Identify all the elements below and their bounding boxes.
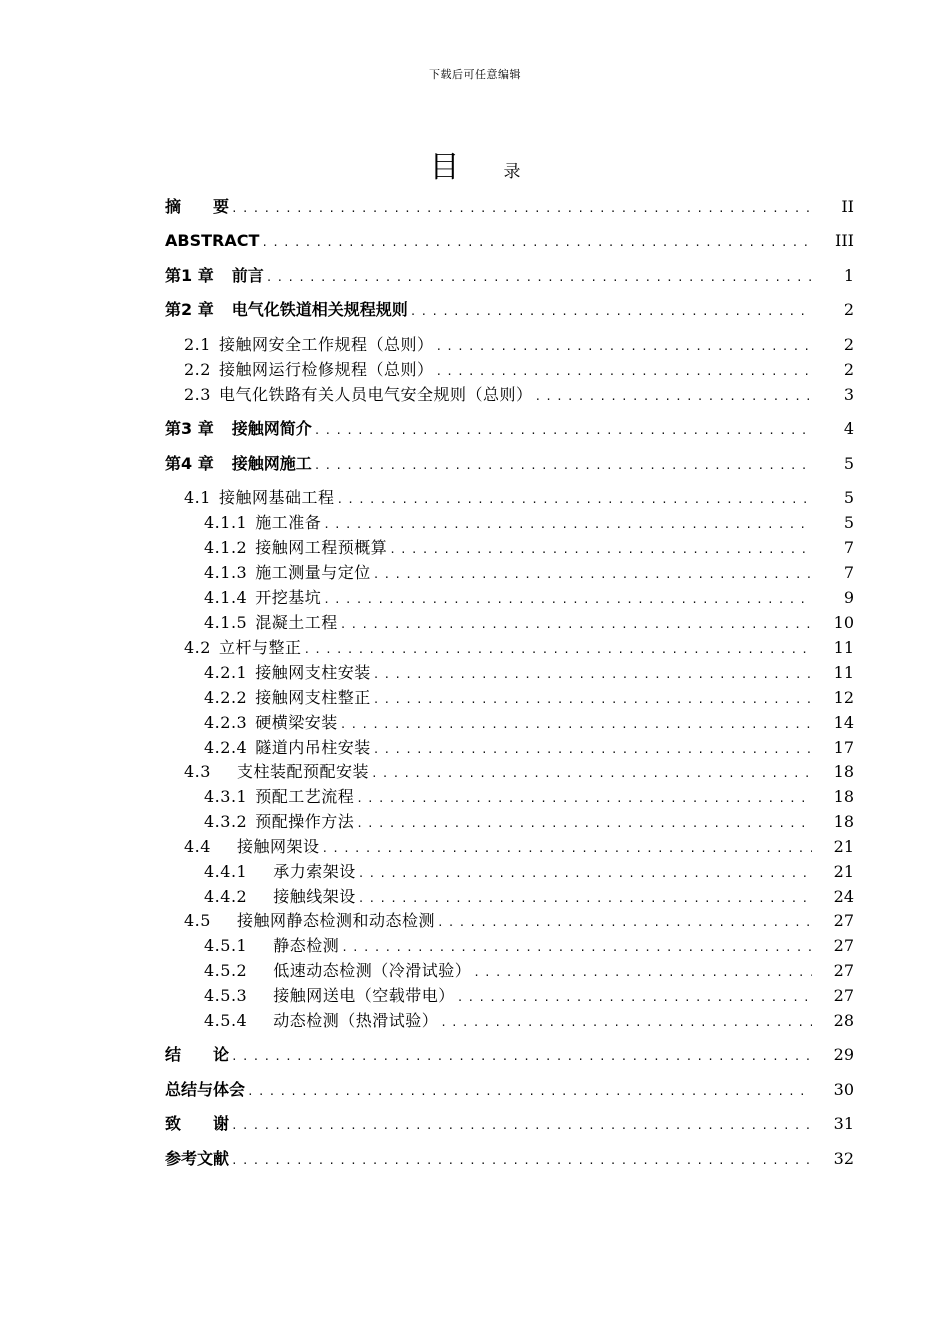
toc-entry-text: 预配操作方法 xyxy=(255,812,355,831)
toc-entry-number: 4.2.4 xyxy=(204,738,248,757)
toc-entry-text: 混凝土工程 xyxy=(255,613,338,632)
toc-entry[interactable] xyxy=(0,762,950,784)
toc-leader-dots xyxy=(336,490,812,510)
toc-leader-dots xyxy=(340,615,812,635)
toc-entry[interactable] xyxy=(0,1149,950,1171)
toc-entry[interactable] xyxy=(0,936,950,958)
toc-entry-label xyxy=(165,454,314,474)
toc-entry-page: 17 xyxy=(833,738,854,757)
toc-entry[interactable] xyxy=(0,663,950,685)
toc-entry[interactable] xyxy=(0,360,950,382)
page-header: 下载后可任意编辑 xyxy=(429,68,521,81)
toc-entry-text: 接触网工程预概算 xyxy=(255,538,388,557)
toc-leader-dots xyxy=(371,764,812,784)
toc-leader-dots xyxy=(389,540,812,560)
toc-leader-dots xyxy=(534,387,812,407)
toc-leader-dots xyxy=(231,1047,812,1067)
toc-entry-number: 4.5.4 xyxy=(204,1011,248,1030)
toc-entry[interactable] xyxy=(0,713,950,735)
toc-entry-text: 摘 要 xyxy=(165,197,230,216)
toc-entry-page: 27 xyxy=(833,961,854,980)
toc-entry[interactable] xyxy=(0,1114,950,1136)
toc-entry-label xyxy=(204,713,340,733)
toc-leader-dots xyxy=(314,421,812,441)
toc-entry[interactable] xyxy=(0,812,950,834)
toc-entry-page: 27 xyxy=(833,986,854,1005)
toc-entry-text: 接触网施工 xyxy=(231,454,312,473)
toc-entry-page: II xyxy=(841,197,854,216)
toc-entry-text: 结 论 xyxy=(165,1045,230,1064)
toc-entry-label xyxy=(184,837,321,857)
toc-entry[interactable] xyxy=(0,538,950,560)
toc-entry-label xyxy=(165,266,266,286)
toc-entry[interactable] xyxy=(0,1011,950,1033)
toc-entry-text: 电气化铁道相关规程规则 xyxy=(231,300,408,319)
toc-entry-text: 前言 xyxy=(231,266,264,285)
toc-entry-label xyxy=(165,1045,231,1065)
toc-leader-dots xyxy=(373,665,812,685)
toc-entry-label xyxy=(204,688,373,708)
toc-entry-number: 第4 章 xyxy=(165,454,214,473)
toc-leader-dots xyxy=(266,268,812,288)
toc-entry-page: 9 xyxy=(843,588,854,607)
toc-entry[interactable] xyxy=(0,1045,950,1067)
toc-entry-page: 18 xyxy=(833,762,854,781)
toc-entry-text: 致 谢 xyxy=(165,1114,230,1133)
toc-leader-dots xyxy=(323,590,812,610)
toc-entry-page: 2 xyxy=(843,335,854,354)
toc-entry-label xyxy=(165,300,410,320)
toc-entry[interactable] xyxy=(0,588,950,610)
toc-entry-page: 27 xyxy=(833,936,854,955)
toc-entry-label xyxy=(204,936,341,956)
toc-entry-number: 4.2 xyxy=(184,638,211,657)
toc-entry-number: 4.3.1 xyxy=(204,787,248,806)
toc-entry-page: 21 xyxy=(833,862,854,881)
toc-leader-dots xyxy=(473,963,812,983)
toc-entry-page: 10 xyxy=(833,613,854,632)
toc-entry-page: 18 xyxy=(833,812,854,831)
toc-entry-text: 接触网支柱安装 xyxy=(255,663,371,682)
toc-entry-text: 硬横梁安装 xyxy=(255,713,338,732)
toc-entry[interactable] xyxy=(0,1080,950,1102)
toc-entry-label xyxy=(204,538,389,558)
toc-leader-dots xyxy=(303,640,812,660)
toc-entry[interactable] xyxy=(0,787,950,809)
toc-entry-text: 支柱装配预配安装 xyxy=(236,762,369,781)
toc-entry-page: III xyxy=(835,231,854,250)
toc-entry-page: 32 xyxy=(833,1149,854,1168)
toc-entry-text: 静态检测 xyxy=(273,936,340,955)
toc-title-main: 目 xyxy=(429,150,460,185)
toc-entry-label xyxy=(204,787,356,807)
toc-entry-number: 4.5.2 xyxy=(204,961,248,980)
toc-leader-dots xyxy=(321,839,812,859)
toc-entry-label xyxy=(184,638,303,658)
toc-entry-number: 4.4.2 xyxy=(204,887,248,906)
toc-entry-number: 第2 章 xyxy=(165,300,214,319)
toc-leader-dots xyxy=(247,1082,812,1102)
toc-entry-number: 4.5.1 xyxy=(204,936,248,955)
toc-leader-dots xyxy=(440,1013,812,1033)
toc-entry-page: 2 xyxy=(843,360,854,379)
toc-entry-label xyxy=(184,762,371,782)
toc-entry-number: 4.1.5 xyxy=(204,613,248,632)
toc-entry-text: 开挖基坑 xyxy=(255,588,322,607)
toc-entry-text: 施工准备 xyxy=(255,513,322,532)
toc-entry-label xyxy=(165,419,314,439)
toc-entry-number: 4.1.2 xyxy=(204,538,248,557)
toc-entry-text: 隧道内吊柱安装 xyxy=(255,738,371,757)
toc-entry-page: 5 xyxy=(843,513,854,532)
toc-entry-number: 4.3 xyxy=(184,762,211,781)
toc-entry[interactable] xyxy=(0,613,950,635)
toc-entry-page: 31 xyxy=(833,1114,854,1133)
toc-entry-page: 3 xyxy=(843,385,854,404)
toc-leader-dots xyxy=(340,715,812,735)
toc-entry-label xyxy=(204,663,373,683)
toc-entry-label xyxy=(165,1114,231,1134)
toc-entry-text: 接触网支柱整正 xyxy=(255,688,371,707)
toc-entry[interactable] xyxy=(0,335,950,357)
toc-entry[interactable] xyxy=(0,961,950,983)
toc-entry-page: 27 xyxy=(833,911,854,930)
toc-entry-text: 接触网架设 xyxy=(236,837,320,856)
toc-entry-label xyxy=(165,1080,247,1100)
toc-leader-dots xyxy=(457,988,812,1008)
toc-entry-text: 接触网静态检测和动态检测 xyxy=(236,911,435,930)
toc-entry-label xyxy=(165,231,261,251)
toc-entry-number: 4.4 xyxy=(184,837,211,856)
toc-entry-page: 2 xyxy=(843,300,854,319)
toc-entry-number: 4.1.4 xyxy=(204,588,248,607)
toc-entry-page: 14 xyxy=(833,713,854,732)
toc-entry[interactable] xyxy=(0,231,950,253)
toc-entry[interactable] xyxy=(0,488,950,510)
toc-leader-dots xyxy=(358,864,812,884)
toc-entry-page: 11 xyxy=(833,638,854,657)
toc-entry-page: 7 xyxy=(843,538,854,557)
toc-leader-dots xyxy=(356,814,812,834)
toc-entry-number: 4.2.2 xyxy=(204,688,248,707)
toc-entry-text: 预配工艺流程 xyxy=(255,787,355,806)
toc-entry-text: 接触线架设 xyxy=(273,887,356,906)
toc-entry[interactable] xyxy=(0,688,950,710)
toc-leader-dots xyxy=(231,199,812,219)
toc-leader-dots xyxy=(373,565,812,585)
toc-entry-label xyxy=(204,887,358,907)
toc-entry-number: 2.2 xyxy=(184,360,211,379)
toc-entry-page: 28 xyxy=(833,1011,854,1030)
toc-leader-dots xyxy=(435,362,812,382)
toc-entry[interactable] xyxy=(0,862,950,884)
toc-entry[interactable] xyxy=(0,986,950,1008)
toc-entry-number: 4.2.1 xyxy=(204,663,248,682)
toc-title xyxy=(0,142,950,186)
toc-entry-text: ABSTRACT xyxy=(165,231,260,250)
toc-entry-text: 参考文献 xyxy=(165,1149,230,1168)
toc-entry[interactable] xyxy=(0,738,950,760)
toc-entry-label xyxy=(204,738,373,758)
toc-leader-dots xyxy=(358,889,812,909)
toc-leader-dots xyxy=(323,515,812,535)
toc-entry-number: 4.2.3 xyxy=(204,713,248,732)
toc-entry-number: 2.3 xyxy=(184,385,211,404)
toc-entry-label xyxy=(204,613,340,633)
toc-entry-number: 4.1.1 xyxy=(204,513,248,532)
toc-entry[interactable] xyxy=(0,887,950,909)
toc-entry-page: 12 xyxy=(833,688,854,707)
toc-entry-label xyxy=(204,563,373,583)
toc-leader-dots xyxy=(373,690,812,710)
toc-entry-page: 7 xyxy=(843,563,854,582)
toc-leader-dots xyxy=(356,789,812,809)
toc-entry-number: 第1 章 xyxy=(165,266,214,285)
toc-entry-label xyxy=(184,385,534,405)
toc-entry-text: 承力索架设 xyxy=(273,862,356,881)
toc-title-second: 录 xyxy=(503,162,521,182)
toc-leader-dots xyxy=(261,233,812,253)
toc-entry[interactable] xyxy=(0,419,950,441)
toc-entry-label xyxy=(165,1149,231,1169)
toc-entry-number: 4.1 xyxy=(184,488,211,507)
toc-entry[interactable] xyxy=(0,300,950,322)
toc-entry-number: 2.1 xyxy=(184,335,211,354)
toc-entry-number: 4.5 xyxy=(184,911,211,930)
toc-leader-dots xyxy=(341,938,812,958)
toc-entry-number: 4.5.3 xyxy=(204,986,248,1005)
toc-entry[interactable] xyxy=(0,563,950,585)
toc-entry-text: 施工测量与定位 xyxy=(255,563,371,582)
toc-entry-text: 电气化铁路有关人员电气安全规则（总则） xyxy=(218,385,533,404)
toc-leader-dots xyxy=(231,1151,812,1171)
toc-entry-text: 接触网安全工作规程（总则） xyxy=(218,335,434,354)
toc-leader-dots xyxy=(314,456,812,476)
toc-entry-text: 总结与体会 xyxy=(165,1080,246,1099)
toc-entry-label xyxy=(184,488,336,508)
toc-entry-page: 5 xyxy=(843,488,854,507)
toc-entry-label xyxy=(204,862,358,882)
toc-entry-label xyxy=(204,812,356,832)
toc-entry-page: 5 xyxy=(843,454,854,473)
toc-leader-dots xyxy=(435,337,812,357)
toc-entry[interactable] xyxy=(0,513,950,535)
toc-entry-page: 24 xyxy=(833,887,854,906)
toc-entry-text: 接触网送电（空载带电） xyxy=(273,986,455,1005)
toc-leader-dots xyxy=(410,302,812,322)
toc-entry-label xyxy=(165,197,231,217)
toc-entry-page: 18 xyxy=(833,787,854,806)
toc-entry[interactable] xyxy=(0,266,950,288)
toc-entry-label xyxy=(184,911,437,931)
toc-entry-label xyxy=(204,986,457,1006)
toc-entry-text: 动态检测（热滑试验） xyxy=(273,1011,439,1030)
toc-entry-label xyxy=(204,588,323,608)
toc-entry-page: 30 xyxy=(833,1080,854,1099)
toc-entry-label xyxy=(204,1011,440,1031)
toc-entry-number: 4.3.2 xyxy=(204,812,248,831)
toc-entry-text: 低速动态检测（冷滑试验） xyxy=(273,961,472,980)
toc-entry-label xyxy=(204,513,323,533)
toc-entry[interactable] xyxy=(0,385,950,407)
toc-entry-number: 4.4.1 xyxy=(204,862,248,881)
toc-entry[interactable] xyxy=(0,197,950,219)
toc-entry-number: 第3 章 xyxy=(165,419,214,438)
toc-entry-text: 接触网简介 xyxy=(231,419,312,438)
toc-entry[interactable] xyxy=(0,837,950,859)
toc-entry-page: 4 xyxy=(843,419,854,438)
toc-entry-label xyxy=(184,360,435,380)
toc-leader-dots xyxy=(231,1116,812,1136)
toc-entry-page: 29 xyxy=(833,1045,854,1064)
toc-leader-dots xyxy=(437,913,812,933)
toc-entry[interactable] xyxy=(0,454,950,476)
toc-entry-text: 接触网基础工程 xyxy=(218,488,335,507)
toc-entry[interactable] xyxy=(0,638,950,660)
toc-entry-text: 接触网运行检修规程（总则） xyxy=(218,360,434,379)
toc-entry-page: 11 xyxy=(833,663,854,682)
toc-entry-label xyxy=(184,335,435,355)
toc-entry-text: 立杆与整正 xyxy=(218,638,302,657)
toc-entry-page: 1 xyxy=(843,266,854,285)
toc-leader-dots xyxy=(373,740,812,760)
toc-entry-page: 21 xyxy=(833,837,854,856)
toc-entry-number: 4.1.3 xyxy=(204,563,248,582)
toc-entry[interactable] xyxy=(0,911,950,933)
toc-entry-label xyxy=(204,961,473,981)
